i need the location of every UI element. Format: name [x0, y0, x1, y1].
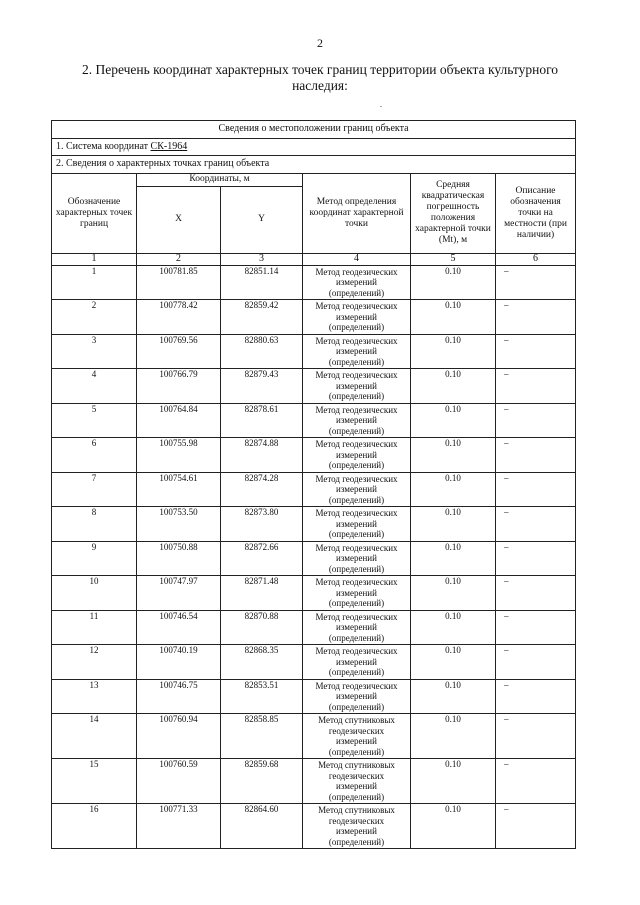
coord-x: 100766.79 — [137, 369, 221, 404]
description-cell: – — [496, 714, 576, 759]
coord-x: 100760.94 — [137, 714, 221, 759]
method-cell: Метод геодезических измерений (определений) — [303, 507, 411, 542]
method-cell: Метод спутниковых геодезических измерений (определений) — [303, 714, 411, 759]
table-row — [52, 472, 576, 507]
point-number: 11 — [52, 610, 137, 645]
method-cell: Метод геодезических измерений (определений) — [303, 679, 411, 714]
method-cell: Метод спутниковых геодезических измерений (определений) — [303, 804, 411, 849]
accuracy-cell: 0.10 — [411, 541, 496, 576]
table-row — [52, 759, 576, 804]
method-cell: Метод геодезических измерений (определений) — [303, 472, 411, 507]
table-row — [52, 804, 576, 849]
coord-x: 100760.59 — [137, 759, 221, 804]
description-cell: – — [496, 265, 576, 300]
table-row — [52, 541, 576, 576]
coord-y: 82864.60 — [221, 804, 303, 849]
section-title: Сведения о местоположении границ объекта — [52, 121, 576, 139]
coord-y: 82870.88 — [221, 610, 303, 645]
coord-system-label: 1. Система координат — [56, 140, 151, 152]
coord-y: 82868.35 — [221, 645, 303, 680]
boundary-points-table — [51, 120, 576, 849]
coord-x: 100771.33 — [137, 804, 221, 849]
description-cell: – — [496, 759, 576, 804]
coord-y: 82872.66 — [221, 541, 303, 576]
description-cell: – — [496, 472, 576, 507]
accuracy-cell: 0.10 — [411, 610, 496, 645]
accuracy-cell: 0.10 — [411, 759, 496, 804]
point-number: 15 — [52, 759, 137, 804]
accuracy-cell: 0.10 — [411, 369, 496, 404]
stray-dot: . — [380, 100, 382, 109]
method-cell: Метод геодезических измерений (определений) — [303, 300, 411, 335]
header-method: Метод определения координат характерной точки — [303, 173, 411, 253]
document-heading: 2. Перечень координат характерных точек границ территории объекта культурного наследия: — [81, 62, 559, 93]
column-number: 6 — [496, 253, 576, 265]
header-description: Описание обозначения точки на местности (при наличии) — [496, 173, 576, 253]
point-number: 9 — [52, 541, 137, 576]
column-number: 4 — [303, 253, 411, 265]
point-number: 7 — [52, 472, 137, 507]
column-number: 5 — [411, 253, 496, 265]
method-cell: Метод геодезических измерений (определений) — [303, 369, 411, 404]
accuracy-cell: 0.10 — [411, 645, 496, 680]
accuracy-cell: 0.10 — [411, 403, 496, 438]
table-row — [52, 679, 576, 714]
point-number: 14 — [52, 714, 137, 759]
points-title: 2. Сведения о характерных точках границ объекта — [52, 156, 576, 174]
coord-y: 82878.61 — [221, 403, 303, 438]
accuracy-cell: 0.10 — [411, 438, 496, 473]
accuracy-cell: 0.10 — [411, 804, 496, 849]
coord-x: 100764.84 — [137, 403, 221, 438]
coord-y: 82851.14 — [221, 265, 303, 300]
coord-x: 100755.98 — [137, 438, 221, 473]
point-number: 5 — [52, 403, 137, 438]
coord-x: 100747.97 — [137, 576, 221, 611]
header-x: X — [137, 186, 221, 253]
point-number: 12 — [52, 645, 137, 680]
column-number: 1 — [52, 253, 137, 265]
coord-x: 100750.88 — [137, 541, 221, 576]
description-cell: – — [496, 334, 576, 369]
coord-y: 82874.28 — [221, 472, 303, 507]
accuracy-cell: 0.10 — [411, 679, 496, 714]
method-cell: Метод спутниковых геодезических измерений (определений) — [303, 759, 411, 804]
accuracy-cell: 0.10 — [411, 300, 496, 335]
accuracy-cell: 0.10 — [411, 334, 496, 369]
coord-y: 82859.68 — [221, 759, 303, 804]
table-row — [52, 507, 576, 542]
point-number: 16 — [52, 804, 137, 849]
column-number: 2 — [137, 253, 221, 265]
description-cell: – — [496, 541, 576, 576]
coord-x: 100754.61 — [137, 472, 221, 507]
method-cell: Метод геодезических измерений (определений) — [303, 334, 411, 369]
method-cell: Метод геодезических измерений (определений) — [303, 541, 411, 576]
method-cell: Метод геодезических измерений (определений) — [303, 265, 411, 300]
coord-system-row — [52, 138, 576, 156]
coord-y: 82853.51 — [221, 679, 303, 714]
table-row — [52, 438, 576, 473]
header-accuracy: Средняя квадратическая погрешность положения характерной точки (Mt), м — [411, 173, 496, 253]
coord-x: 100753.50 — [137, 507, 221, 542]
coord-x: 100746.54 — [137, 610, 221, 645]
table-row — [52, 334, 576, 369]
point-number: 13 — [52, 679, 137, 714]
point-number: 3 — [52, 334, 137, 369]
point-number: 6 — [52, 438, 137, 473]
coord-x: 100781.85 — [137, 265, 221, 300]
table-row — [52, 610, 576, 645]
point-number: 8 — [52, 507, 137, 542]
description-cell: – — [496, 438, 576, 473]
description-cell: – — [496, 300, 576, 335]
coord-system-value: СК-1964 — [150, 140, 188, 152]
description-cell: – — [496, 507, 576, 542]
description-cell: – — [496, 369, 576, 404]
page-number: 2 — [317, 36, 323, 50]
point-number: 2 — [52, 300, 137, 335]
coord-y: 82879.43 — [221, 369, 303, 404]
table-row — [52, 714, 576, 759]
method-cell: Метод геодезических измерений (определений) — [303, 403, 411, 438]
point-number: 10 — [52, 576, 137, 611]
coord-x: 100740.19 — [137, 645, 221, 680]
description-cell: – — [496, 576, 576, 611]
coord-y: 82858.85 — [221, 714, 303, 759]
description-cell: – — [496, 610, 576, 645]
column-number: 3 — [221, 253, 303, 265]
coord-y: 82880.63 — [221, 334, 303, 369]
description-cell: – — [496, 645, 576, 680]
table-row — [52, 265, 576, 300]
header-y: Y — [221, 186, 303, 253]
description-cell: – — [496, 679, 576, 714]
point-number: 1 — [52, 265, 137, 300]
coord-y: 82859.42 — [221, 300, 303, 335]
coord-y: 82874.88 — [221, 438, 303, 473]
description-cell: – — [496, 403, 576, 438]
accuracy-cell: 0.10 — [411, 265, 496, 300]
coord-y: 82873.80 — [221, 507, 303, 542]
coord-x: 100778.42 — [137, 300, 221, 335]
accuracy-cell: 0.10 — [411, 507, 496, 542]
coord-y: 82871.48 — [221, 576, 303, 611]
table-row — [52, 645, 576, 680]
table-row — [52, 300, 576, 335]
table-row — [52, 576, 576, 611]
header-point: Обозначение характерных точек границ — [52, 173, 137, 253]
accuracy-cell: 0.10 — [411, 472, 496, 507]
method-cell: Метод геодезических измерений (определений) — [303, 645, 411, 680]
header-coords: Координаты, м — [137, 173, 303, 186]
method-cell: Метод геодезических измерений (определений) — [303, 576, 411, 611]
accuracy-cell: 0.10 — [411, 576, 496, 611]
accuracy-cell: 0.10 — [411, 714, 496, 759]
method-cell: Метод геодезических измерений (определений) — [303, 610, 411, 645]
coord-x: 100746.75 — [137, 679, 221, 714]
description-cell: – — [496, 804, 576, 849]
point-number: 4 — [52, 369, 137, 404]
table-row — [52, 403, 576, 438]
coord-x: 100769.56 — [137, 334, 221, 369]
table-row — [52, 369, 576, 404]
method-cell: Метод геодезических измерений (определений) — [303, 438, 411, 473]
